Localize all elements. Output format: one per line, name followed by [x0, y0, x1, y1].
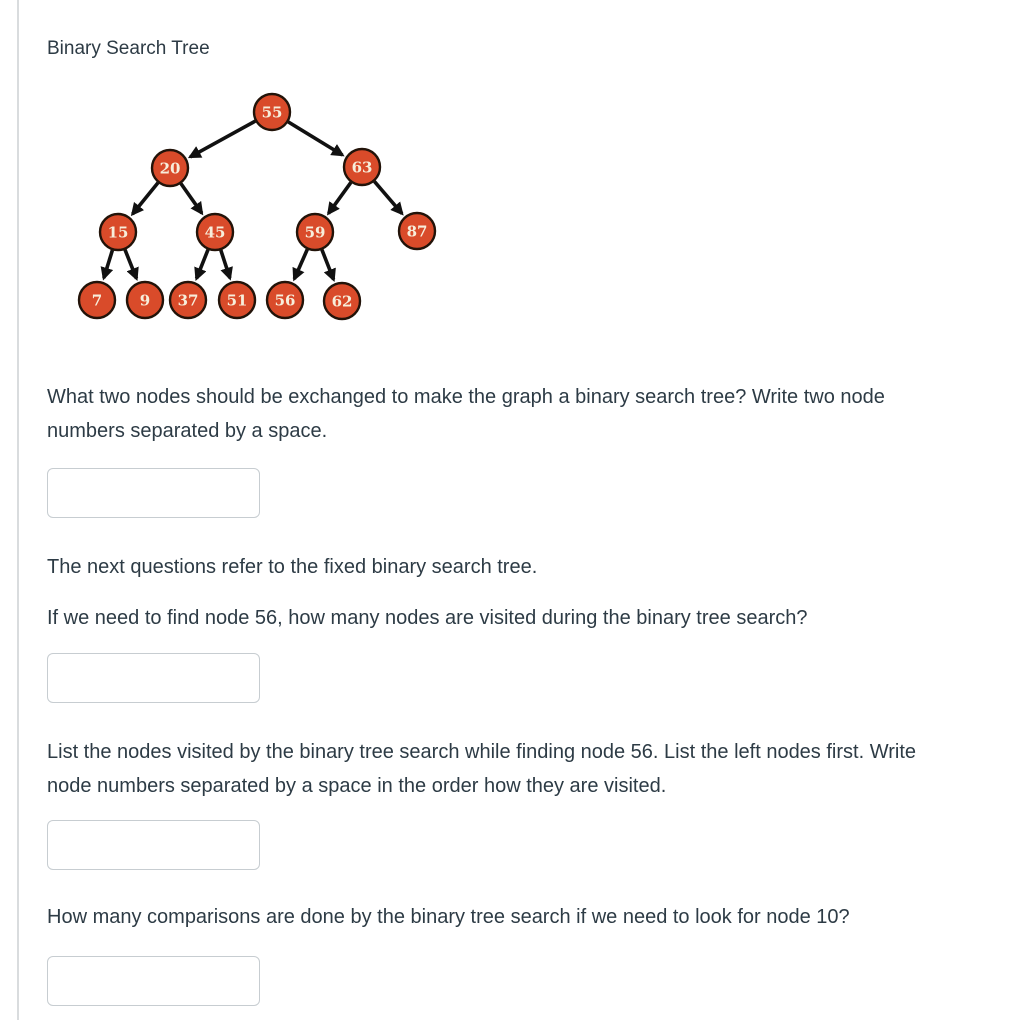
tree-node-label-37: 37 — [177, 291, 199, 310]
tree-node-59 — [297, 214, 333, 250]
binary-tree-diagram — [60, 85, 460, 335]
question-4-line-1: How many comparisons are done by the binary tree search if we need to look for node 10? — [47, 906, 850, 928]
question-1-answer-input[interactable] — [47, 468, 260, 518]
tree-node-label-51: 51 — [226, 291, 248, 310]
tree-edge-63-87 — [374, 181, 402, 213]
tree-edge-15-9 — [125, 250, 137, 279]
tree-edge-55-20 — [190, 121, 255, 157]
question-3-line-1: List the nodes visited by the binary tree search while finding node 56. List the left nodes first. Write — [47, 741, 916, 763]
page-title: Binary Search Tree — [47, 38, 210, 59]
tree-edge-55-63 — [288, 122, 342, 155]
tree-edge-15-7 — [104, 250, 113, 278]
tree-node-label-87: 87 — [406, 222, 428, 241]
question-1-line-2: numbers separated by a space. — [47, 420, 328, 442]
tree-node-label-62: 62 — [331, 292, 353, 311]
tree-edge-63-59 — [329, 182, 351, 213]
tree-edge-59-62 — [322, 250, 334, 280]
question-2-text — [47, 601, 1022, 635]
question-3-line-2: node numbers separated by a space in the order how they are visited. — [47, 775, 667, 797]
tree-node-label-9: 9 — [139, 291, 151, 310]
left-border-rule — [17, 0, 19, 1020]
tree-node-87 — [399, 213, 435, 249]
tree-edge-20-15 — [133, 183, 159, 214]
tree-edge-45-37 — [197, 250, 209, 279]
tree-node-45 — [197, 214, 233, 250]
tree-node-label-63: 63 — [351, 158, 373, 177]
tree-node-9 — [127, 282, 163, 318]
tree-node-51 — [219, 282, 255, 318]
tree-node-label-59: 59 — [304, 223, 326, 242]
tree-edge-45-51 — [221, 250, 230, 278]
tree-node-55 — [254, 94, 290, 130]
question-4-answer-input[interactable] — [47, 956, 260, 1006]
bst-svg — [60, 85, 460, 335]
question-3-text — [47, 735, 1022, 803]
question-2-answer-input[interactable] — [47, 653, 260, 703]
tree-edge-59-56 — [294, 249, 307, 279]
note-line-1: The next questions refer to the fixed binary search tree. — [47, 556, 538, 578]
tree-edge-20-45 — [181, 184, 202, 214]
question-4-text — [47, 900, 1022, 934]
tree-node-label-15: 15 — [107, 223, 129, 242]
question-1-text — [47, 380, 1022, 448]
tree-node-62 — [324, 283, 360, 319]
question-1-line-1: What two nodes should be exchanged to make the graph a binary search tree? Write two node — [47, 386, 885, 408]
question-2-line-1: If we need to find node 56, how many nodes are visited during the binary tree search? — [47, 607, 808, 629]
tree-node-20 — [152, 150, 188, 186]
question-3-answer-input[interactable] — [47, 820, 260, 870]
tree-node-63 — [344, 149, 380, 185]
tree-node-label-7: 7 — [91, 291, 103, 310]
tree-node-label-55: 55 — [261, 103, 283, 122]
tree-node-15 — [100, 214, 136, 250]
tree-node-label-56: 56 — [274, 291, 296, 310]
tree-node-56 — [267, 282, 303, 318]
tree-node-label-45: 45 — [204, 223, 226, 242]
tree-node-37 — [170, 282, 206, 318]
note-text — [47, 550, 1022, 584]
tree-node-label-20: 20 — [159, 159, 181, 178]
tree-node-7 — [79, 282, 115, 318]
